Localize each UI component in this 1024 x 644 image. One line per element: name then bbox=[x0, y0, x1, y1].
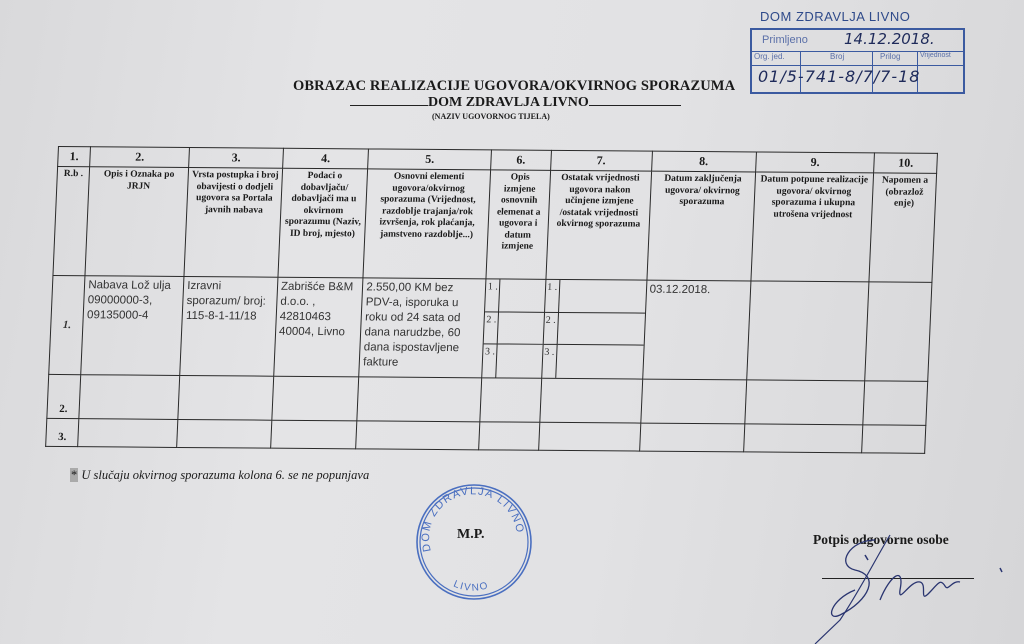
column-number: 3. bbox=[189, 148, 284, 169]
value-label: Vrijednost bbox=[920, 52, 951, 59]
org-unit-label: Org. jed. bbox=[754, 52, 785, 61]
empty-cell bbox=[743, 424, 863, 453]
remaining-item-value bbox=[559, 280, 646, 313]
empty-cell bbox=[862, 425, 926, 453]
table-row bbox=[47, 374, 928, 425]
table-row bbox=[49, 275, 932, 381]
empty-cell bbox=[79, 375, 180, 420]
cell-note bbox=[865, 282, 932, 381]
cell-remaining-value bbox=[541, 279, 646, 379]
empty-cell bbox=[639, 423, 744, 452]
registration-stamp bbox=[750, 28, 965, 94]
row-number: 3. bbox=[46, 418, 79, 446]
institution-name-line bbox=[350, 95, 681, 111]
column-header-row bbox=[53, 166, 937, 282]
change-item-index: 1 . bbox=[485, 279, 500, 312]
remaining-item-index: 1 . bbox=[545, 280, 560, 313]
change-item-index: 3 . bbox=[482, 345, 497, 378]
change-item-value bbox=[496, 345, 542, 378]
column-number: 2. bbox=[90, 147, 190, 168]
institution-name: DOM ZDRAVLJA LIVNO bbox=[428, 95, 589, 110]
change-item-value bbox=[499, 279, 545, 312]
footnote-text: U slučaju okvirnog sporazuma kolona 6. se ne popunjava bbox=[81, 468, 370, 482]
form-title: OBRAZAC REALIZACIJE UGOVORA/OKVIRNOG SPORAZUMA bbox=[293, 78, 736, 94]
column-number: 6. bbox=[491, 150, 551, 170]
svg-text:LIVNO bbox=[452, 579, 491, 594]
change-subgrid bbox=[482, 279, 545, 377]
cell-description: Nabava Lož ulja 09000000-3, 09135000-4 bbox=[81, 276, 184, 376]
empty-cell bbox=[178, 375, 274, 420]
remaining-item-value bbox=[556, 345, 643, 378]
empty-cell bbox=[78, 419, 178, 448]
header-change-description: Opis izmjene osnovnih elemenat a ugovora i datum izmjene bbox=[486, 170, 550, 279]
underline-left bbox=[350, 95, 428, 106]
received-label: Primljeno bbox=[762, 34, 808, 46]
column-number: 7. bbox=[550, 150, 652, 171]
column-number: 5. bbox=[368, 149, 492, 170]
institution-caption: (NAZIV UGOVORNOG TIJELA) bbox=[432, 112, 550, 121]
column-number: 8. bbox=[651, 151, 756, 172]
row-number: 2. bbox=[47, 374, 81, 418]
footnote bbox=[70, 468, 369, 483]
empty-cell bbox=[479, 422, 540, 450]
header-rb: R.b . bbox=[53, 166, 90, 275]
header-procedure: Vrsta postupka i broj obavijesti o dodjeli ugovora sa Portala javnih nabava bbox=[184, 168, 282, 278]
column-number: 4. bbox=[283, 148, 369, 169]
remaining-subgrid bbox=[542, 280, 646, 379]
change-item-value bbox=[498, 312, 544, 345]
empty-cell bbox=[480, 378, 541, 422]
cell-basic-elements: 2.550,00 KM bez PDV-a, isporuka u roku od 24 sata od dana narudzbe, 60 dana ispostavljene fakture bbox=[359, 278, 486, 378]
number-label: Broj bbox=[830, 52, 845, 61]
footnote-star: * bbox=[71, 468, 78, 482]
header-contract-date: Datum zaključenja ugovora/ okvirnog sporazuma bbox=[647, 171, 756, 281]
row-number: 1. bbox=[49, 275, 86, 374]
received-date: 14.12.2018. bbox=[844, 30, 935, 48]
empty-cell bbox=[745, 380, 866, 425]
registration-stamp-title: DOM ZDRAVLJA LIVNO bbox=[760, 9, 911, 24]
empty-cell bbox=[640, 379, 746, 424]
field-labels-row bbox=[752, 51, 963, 66]
signature-label: Potpis odgovorne osobe bbox=[813, 532, 949, 547]
seal-ring-bottom-text: LIVNO bbox=[451, 578, 491, 594]
empty-cell bbox=[863, 381, 927, 425]
received-row bbox=[752, 30, 963, 52]
cell-supplier: Zabrišće B&M d.o.o. , 42810463 40004, Livno bbox=[274, 277, 364, 377]
empty-cell bbox=[177, 419, 272, 448]
attachment-label: Prilog bbox=[880, 52, 901, 61]
empty-cell bbox=[271, 420, 358, 449]
handwritten-signature-icon bbox=[780, 520, 1020, 644]
header-basic-elements: Osnovni elementi ugovora/okvirnog sporazuma (Vrijednost, razdoblje trajanja/rok izvršenja, rok plaćanja, jamstveno razdoblje...) bbox=[363, 169, 491, 279]
cell-contract-date: 03.12.2018. bbox=[642, 280, 750, 380]
empty-cell bbox=[539, 378, 642, 423]
empty-cell bbox=[357, 377, 482, 422]
empty-cell bbox=[538, 422, 640, 451]
remaining-item-value bbox=[557, 313, 644, 346]
column-number: 9. bbox=[755, 152, 875, 173]
empty-cell bbox=[272, 376, 359, 421]
column-number: 10. bbox=[874, 153, 937, 173]
seal-ring-text: DOM ZDRAVLJA LIVNO bbox=[419, 485, 527, 553]
column-number: 1. bbox=[58, 147, 91, 167]
header-supplier: Podaci o dobavljaču/ dobavljači ma u okvirnom sporazumu (Naziv, ID broj, mjesto) bbox=[278, 168, 368, 278]
header-remaining-value: Ostatak vrijednosti ugovora nakon učinjene izmjene /ostatak vrijednosti okvirnog sporazuma bbox=[546, 170, 652, 280]
remaining-item-index: 3 . bbox=[542, 345, 557, 378]
header-completion: Datum potpune realizacije ugovora/ okvirnog sporazuma i ukupna utrošena vrijednost bbox=[751, 172, 874, 282]
table-row bbox=[46, 418, 926, 453]
empty-cell bbox=[356, 421, 480, 450]
cell-completion bbox=[746, 281, 869, 381]
seal-placeholder-label: M.P. bbox=[457, 527, 485, 542]
underline-right bbox=[589, 95, 681, 106]
cell-procedure: Izravni sporazum/ broj: 115-8-1-11/18 bbox=[180, 276, 278, 376]
cell-change-description bbox=[482, 279, 546, 378]
header-description: Opis i Oznaka po JRJN bbox=[85, 167, 189, 277]
remaining-item-index: 2 . bbox=[543, 312, 558, 345]
header-note: Napomen a (obrazlož enje) bbox=[869, 173, 936, 282]
contract-realization-table bbox=[45, 146, 938, 454]
change-item-index: 2 . bbox=[484, 312, 499, 345]
reference-number: 01/5-741-8/7/7-18 bbox=[758, 67, 921, 86]
